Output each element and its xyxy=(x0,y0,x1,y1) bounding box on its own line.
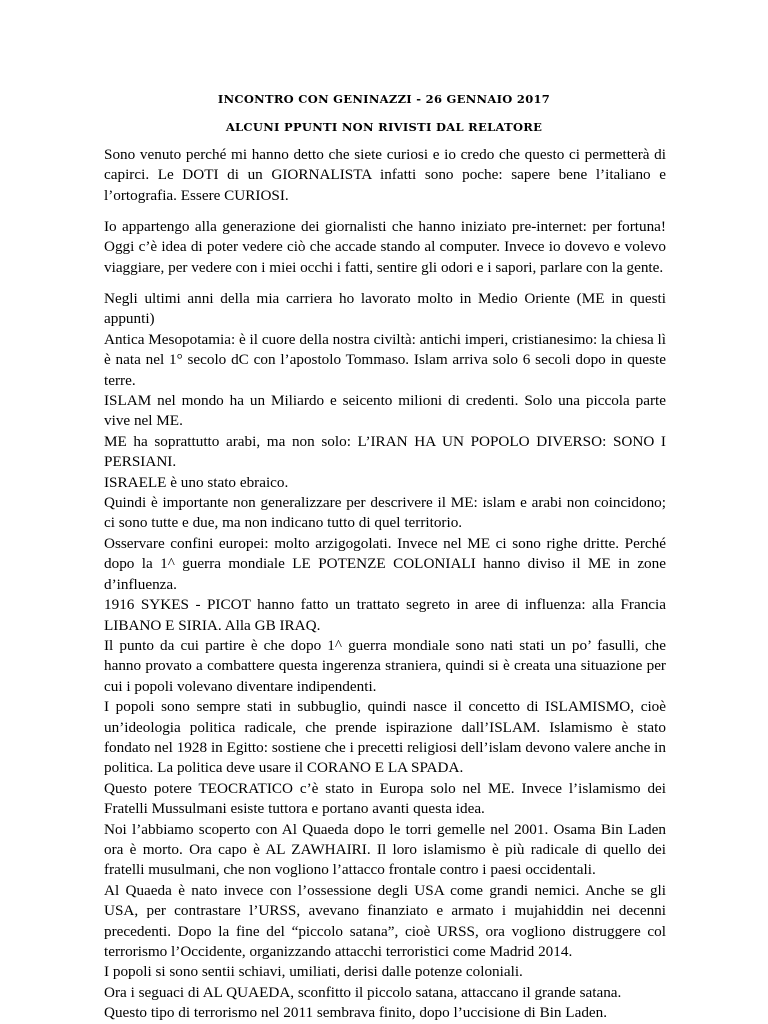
notes-section xyxy=(104,289,666,1024)
note-line: Il punto da cui partire è che dopo 1^ guerra mondiale sono nati stati un po’ fasulli, che hanno provato a combattere questa ingerenza straniera, quindi si è creata una situazione per cui i popoli volevano diventare indipendenti. xyxy=(104,636,666,695)
note-line: Osservare confini europei: molto arzigogolati. Invece nel ME ci sono righe dritte. Perché dopo la 1^ guerra mondiale LE POTENZE COLONIALI hanno diviso il ME in zone d’influenza. xyxy=(104,534,666,593)
note-line: Antica Mesopotamia: è il cuore della nostra civiltà: antichi imperi, cristianesimo: la chiesa lì è nata nel 1° secolo dC con l’apostolo Tommaso. Islam arriva solo 6 secoli dopo in queste terre. xyxy=(104,330,666,389)
note-line: Noi l’abbiamo scoperto con Al Quaeda dopo le torri gemelle nel 2001. Osama Bin Laden ora è morto. Ora capo è AL ZAWHAIRI. Il loro islamismo è più radicale di quello dei fratelli musulmani, che non vogliono l’attacco frontale contro i paesi occidentali. xyxy=(104,820,666,879)
note-line: Questo potere TEOCRATICO c’è stato in Europa solo nel ME. Invece l’islamismo dei Fratelli Mussulmani esiste tuttora e portano avanti questa idea. xyxy=(104,779,666,818)
note-line: Ora i seguaci di AL QUAEDA, sconfitto il piccolo satana, attaccano il grande satana. xyxy=(104,983,622,1001)
note-line: Negli ultimi anni della mia carriera ho lavorato molto in Medio Oriente (ME in questi appunti) xyxy=(104,290,666,328)
note-line: I popoli sono sempre stati in subbuglio, quindi nasce il concetto di ISLAMISMO, cioè un’ideologia politica radicale, che prende ispirazione dall’ISLAM. Islamismo è stato fondato nel 1928 in Egitto: sostiene che i precetti religiosi dell’islam devono valere anche in politica. La politica deve usare il CORANO E LA SPADA. xyxy=(104,698,666,777)
document-subtitle: ALCUNI PPUNTI NON RIVISTI DAL RELATORE xyxy=(225,120,543,134)
note-line: 1916 SYKES - PICOT hanno fatto un trattato segreto in aree di influenza: alla Francia LIBANO E SIRIA. Alla GB IRAQ. xyxy=(104,596,666,634)
note-line: Al Quaeda è nato invece con l’ossessione degli USA come grandi nemici. Anche se gli USA, per contrastare l’URSS, avevano finanziato e armato i mujahiddin nei decenni precedenti. Dopo la fine del “piccolo satana”, cioè URSS, ora vogliono distruggere col terrorismo l’Occidente, organizzando attacchi terroristici come Madrid 2014. xyxy=(104,881,666,960)
note-line: Questo tipo di terrorismo nel 2011 sembrava finito, dopo l’uccisione di Bin Laden. xyxy=(104,1004,608,1022)
document-title: INCONTRO CON GENINAZZI - 26 GENNAIO 2017 xyxy=(217,92,551,106)
note-line: I popoli si sono sentii schiavi, umiliati, derisi dalle potenze coloniali. xyxy=(104,963,523,981)
intro-paragraph xyxy=(104,145,666,206)
intro-paragraph xyxy=(104,217,666,278)
note-line: Quindi è importante non generalizzare per descrivere il ME: islam e arabi non coincidono; ci sono tutte e due, ma non indicano tutto di quel territorio. xyxy=(104,494,666,532)
note-line: ISRAELE è uno stato ebraico. xyxy=(104,473,289,491)
paragraph: Io appartengo alla generazione dei giornalisti che hanno iniziato pre-internet: per fortuna! Oggi c’è idea di poter vedere ciò che accade stando al computer. Invece io dovevo e volevo viaggiare, per vedere con i miei occhi i fatti, sentire gli odori e i sapori, parlare con la gente. xyxy=(104,218,666,276)
note-line: ME ha soprattutto arabi, ma non solo: L’IRAN HA UN POPOLO DIVERSO: SONO I PERSIANI. xyxy=(104,432,666,471)
note-line: ISLAM nel mondo ha un Miliardo e seicento milioni di credenti. Solo una piccola parte vive nel ME. xyxy=(104,392,666,430)
paragraph: Sono venuto perché mi hanno detto che siete curiosi e io credo che questo ci permetterà di capirci. Le DOTI di un GIORNALISTA infatti sono poche: sapere bene l’italiano e l’ortografia. Essere CURIOSI. xyxy=(104,146,666,204)
